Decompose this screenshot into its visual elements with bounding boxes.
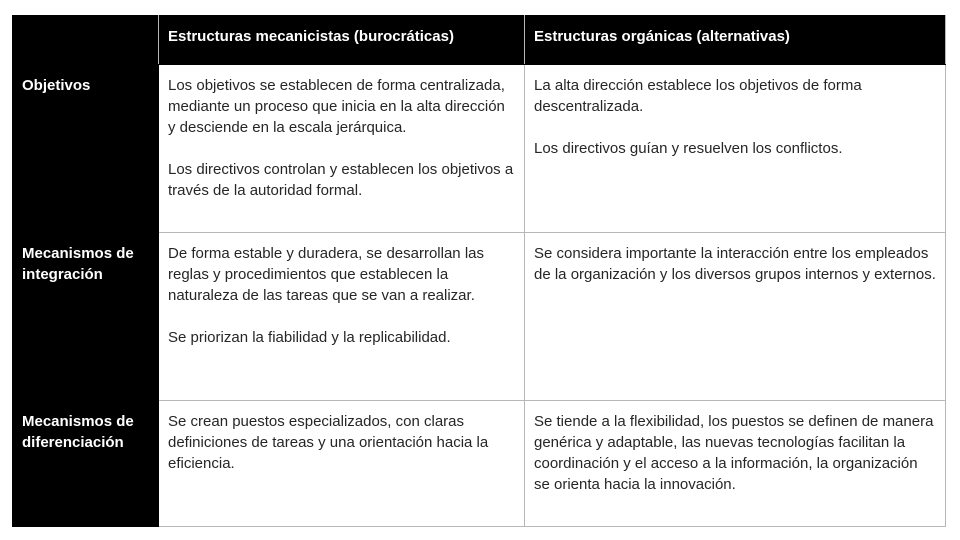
row-header-diferenciacion: Mecanismos de diferenciación	[13, 401, 159, 527]
cell-paragraph: Se tiende a la flexibilidad, los puestos se definen de manera genérica y adaptable, las nuevas tecnologías facilitan la coordinación y el acceso a la información, la organización se orienta hacia la innovación.	[534, 413, 934, 493]
row-header-integracion: Mecanismos de integración	[13, 233, 159, 401]
column-header-mechanistic: Estructuras mecanicistas (burocráticas)	[159, 16, 525, 65]
cell-paragraph: Los directivos guían y resuelven los conflictos.	[534, 140, 843, 157]
cell-paragraph: De forma estable y duradera, se desarrollan las reglas y procedimientos que establecen la naturaleza de las tareas que se van a realizar.	[168, 245, 484, 304]
table-row	[13, 65, 946, 233]
cell-integracion-mechanistic	[159, 233, 525, 401]
table-row	[13, 401, 946, 527]
cell-paragraph: Se priorizan la fiabilidad y la replicabilidad.	[168, 329, 451, 346]
table-header-row	[13, 16, 946, 65]
cell-paragraph: Los directivos controlan y establecen los objetivos a través de la autoridad formal.	[168, 161, 514, 199]
cell-paragraph: Los objetivos se establecen de forma centralizada, mediante un proceso que inicia en la alta dirección y desciende en la escala jerárquica.	[168, 77, 505, 136]
cell-integracion-organic	[525, 233, 946, 401]
row-header-objetivos: Objetivos	[13, 65, 159, 233]
comparison-table	[12, 15, 946, 527]
cell-diferenciacion-mechanistic	[159, 401, 525, 527]
table-row	[13, 233, 946, 401]
cell-paragraph: Se crean puestos especializados, con claras definiciones de tareas y una orientación hacia la eficiencia.	[168, 413, 489, 472]
cell-diferenciacion-organic	[525, 401, 946, 527]
cell-objetivos-organic	[525, 65, 946, 233]
cell-paragraph: La alta dirección establece los objetivos de forma descentralizada.	[534, 77, 862, 115]
cell-objetivos-mechanistic	[159, 65, 525, 233]
column-header-organic: Estructuras orgánicas (alternativas)	[525, 16, 946, 65]
cell-paragraph: Se considera importante la interacción entre los empleados de la organización y los diversos grupos internos y externos.	[534, 245, 936, 283]
corner-cell	[13, 16, 159, 65]
